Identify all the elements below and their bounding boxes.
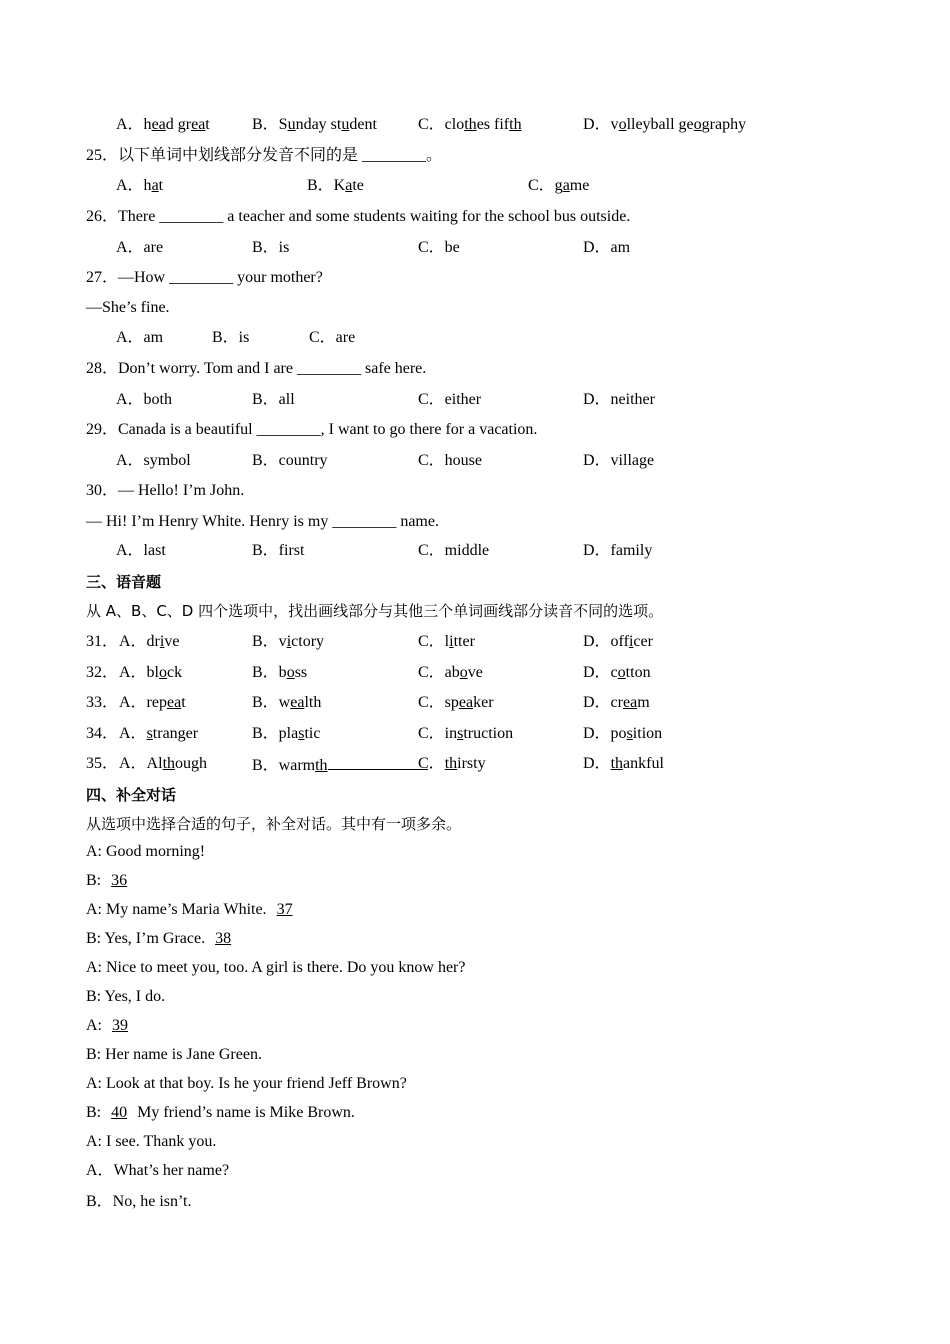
- q30-option-d[interactable]: D．family: [583, 542, 653, 559]
- q24-options: [86, 114, 910, 136]
- section4-instruction: 从选项中选择合适的句子，补全对话。其中有一项多余。: [86, 815, 462, 833]
- q33-option-b[interactable]: B．wealth: [252, 694, 322, 711]
- q35-option-b[interactable]: B．warmth: [252, 753, 428, 777]
- dialogue-line: B: 36: [86, 870, 910, 892]
- q29-option-c[interactable]: C．house: [418, 452, 483, 469]
- q26-option-a[interactable]: A．are: [116, 239, 164, 256]
- phonetics-row: [86, 723, 910, 745]
- answer-blank-38[interactable]: 38: [215, 930, 232, 947]
- dialogue-line: A: 39: [86, 1015, 910, 1037]
- q26-option-d[interactable]: D．am: [583, 239, 631, 256]
- q35-option-d[interactable]: D．thankful: [583, 755, 664, 772]
- q28-stem: 28．Don’t worry. Tom and I are ________ safe here.: [86, 360, 427, 377]
- q28-option-a[interactable]: A．both: [116, 391, 173, 408]
- phonetics-row: [86, 631, 910, 653]
- q28-option-b[interactable]: B．all: [252, 391, 295, 408]
- q30-option-b[interactable]: B．first: [252, 542, 305, 559]
- q35-option-a[interactable]: A．Although: [119, 755, 208, 772]
- question-number: 35．: [86, 755, 119, 772]
- q34-option-b[interactable]: B．plastic: [252, 725, 321, 742]
- question-number: 33．: [86, 694, 119, 711]
- q27-option-b[interactable]: B．is: [212, 329, 250, 346]
- q34-option-d[interactable]: D．position: [583, 725, 663, 742]
- q30-option-c[interactable]: C．middle: [418, 542, 490, 559]
- dialogue-line: A: Look at that boy. Is he your friend Jeff Brown?: [86, 1075, 407, 1092]
- q29-option-b[interactable]: B．country: [252, 452, 328, 469]
- q33-option-d[interactable]: D．cream: [583, 694, 650, 711]
- q29-options: [86, 450, 910, 472]
- answer-blank-36[interactable]: 36: [111, 872, 128, 889]
- q28-options: [86, 389, 910, 411]
- dialogue-line: B: 40 My friend’s name is Mike Brown.: [86, 1102, 910, 1124]
- q33-option-c[interactable]: C．speaker: [418, 694, 494, 711]
- dialogue-line: B: Yes, I do.: [86, 988, 166, 1005]
- q24-option-a[interactable]: A．head great: [116, 116, 210, 133]
- q32-option-d[interactable]: D．cotton: [583, 664, 651, 681]
- phonetics-row: [86, 753, 910, 775]
- section3-title: 三、语音题: [86, 573, 162, 591]
- phonetics-row: [86, 662, 910, 684]
- dialogue-option-b[interactable]: B．No, he isn’t.: [86, 1193, 192, 1210]
- answer-blank-40[interactable]: 40: [111, 1104, 128, 1121]
- q30-line2: — Hi! I’m Henry White. Henry is my ________ name.: [86, 513, 439, 530]
- q25-option-b[interactable]: B．Kate: [307, 177, 364, 194]
- q30-option-a[interactable]: A．last: [116, 542, 166, 559]
- q26-options: [86, 237, 910, 259]
- q27-options: [86, 327, 910, 349]
- q31-option-c[interactable]: C．litter: [418, 633, 475, 650]
- q25-option-c[interactable]: C．game: [528, 177, 590, 194]
- q28-option-c[interactable]: C．either: [418, 391, 482, 408]
- q31-option-a[interactable]: A．drive: [119, 633, 180, 650]
- q29-option-a[interactable]: A．symbol: [116, 452, 191, 469]
- q25-options: [86, 175, 910, 197]
- dialogue-line: B: Her name is Jane Green.: [86, 1046, 262, 1063]
- q34-option-c[interactable]: C．instruction: [418, 725, 514, 742]
- q30-options: [86, 540, 910, 562]
- q24-option-c[interactable]: C．clothes fifth: [418, 116, 522, 133]
- q35-option-c[interactable]: C．thirsty: [418, 755, 486, 772]
- question-number: 32．: [86, 664, 119, 681]
- q26-option-c[interactable]: C．be: [418, 239, 460, 256]
- q32-option-b[interactable]: B．boss: [252, 664, 308, 681]
- q27-option-c[interactable]: C．are: [309, 329, 356, 346]
- q31-option-b[interactable]: B．victory: [252, 633, 325, 650]
- q27-stem: 27．—How ________ your mother?: [86, 269, 323, 286]
- dialogue-line: A: My name’s Maria White. 37: [86, 899, 910, 921]
- section4-title: 四、补全对话: [86, 786, 177, 804]
- q26-option-b[interactable]: B．is: [252, 239, 290, 256]
- q27-option-a[interactable]: A．am: [116, 329, 164, 346]
- answer-blank-37[interactable]: 37: [276, 901, 293, 918]
- dialogue-line: B: Yes, I’m Grace. 38: [86, 928, 910, 950]
- q25-stem: 25．以下单词中划线部分发音不同的是 ________。: [86, 147, 443, 164]
- q30-stem: 30．— Hello! I’m John.: [86, 482, 245, 499]
- q34-option-a[interactable]: A．stranger: [119, 725, 199, 742]
- q24-option-b[interactable]: B．Sunday student: [252, 116, 377, 133]
- q26-stem: 26．There ________ a teacher and some students waiting for the school bus outside.: [86, 208, 631, 225]
- question-number: 31．: [86, 633, 119, 650]
- q32-option-c[interactable]: C．above: [418, 664, 483, 681]
- q27-line2: —She’s fine.: [86, 299, 170, 316]
- dialogue-line: A: Good morning!: [86, 843, 206, 860]
- q31-option-d[interactable]: D．officer: [583, 633, 653, 650]
- q28-option-d[interactable]: D．neither: [583, 391, 655, 408]
- q32-option-a[interactable]: A．block: [119, 664, 183, 681]
- q33-option-a[interactable]: A．repeat: [119, 694, 186, 711]
- question-number: 34．: [86, 725, 119, 742]
- q29-stem: 29．Canada is a beautiful ________, I want to go there for a vacation.: [86, 421, 538, 438]
- q29-option-d[interactable]: D．village: [583, 452, 655, 469]
- phonetics-row: [86, 692, 910, 714]
- section3-instruction: 从 A、B、C、D 四个选项中，找出画线部分与其他三个单词画线部分读音不同的选项。: [86, 602, 664, 620]
- dialogue-option-a[interactable]: A．What’s her name?: [86, 1162, 230, 1179]
- q24-option-d[interactable]: D．volleyball geography: [583, 116, 747, 133]
- q25-option-a[interactable]: A．hat: [116, 177, 164, 194]
- underline-blank: [328, 753, 428, 770]
- dialogue-line: A: I see. Thank you.: [86, 1133, 217, 1150]
- answer-blank-39[interactable]: 39: [112, 1017, 128, 1034]
- dialogue-line: A: Nice to meet you, too. A girl is there. Do you know her?: [86, 959, 466, 976]
